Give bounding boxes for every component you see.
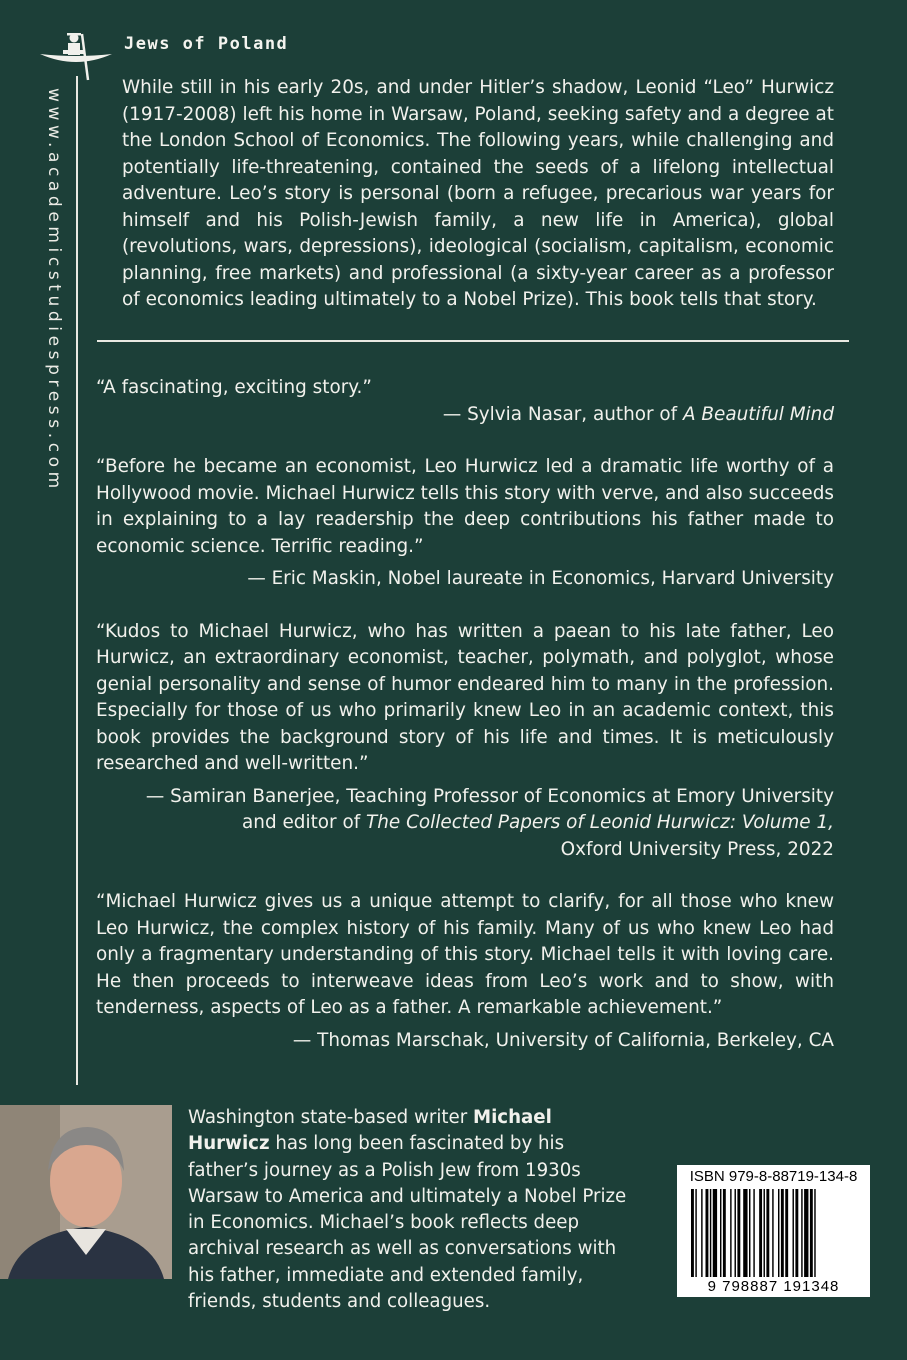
- quote-text: “Kudos to Michael Hurwicz, who has written a paean to his late father, Leo Hurwicz, an extraordinary economist, teacher, polymath, and polyglot, whose genial personality and sense of humor endeared him to many in the profession. Especially for those of us who primarily knew Leo in an academic context, this book provides the background story of his life and times. It is meticulously researched and well-written.”: [96, 620, 834, 774]
- quote-attribution: — Sylvia Nasar, author of A Beautiful Mind: [442, 403, 834, 425]
- endorsement-2: [96, 454, 834, 593]
- endorsement-4: [96, 889, 834, 1054]
- series-title: Jews of Poland: [124, 34, 289, 54]
- boat-logo-icon: [38, 28, 114, 82]
- author-photo: [0, 1105, 172, 1279]
- horizontal-divider: [97, 340, 849, 342]
- publisher-url: www.academicstudiespress.com: [44, 88, 64, 493]
- book-blurb: While still in his early 20s, and under Hitler’s shadow, Leonid “Leo” Hurwicz (1917-2008) left his home in Warsaw, Poland, seeking safety and a degree at the London School of Economics. The following years, while challenging and potentially life-threatening, contained the seeds of a lifelong intellectual adventure. Leo’s story is personal (born a refugee, precarious war years for himself and his Polish-Jewish family, a new life in America), global (revolutions, wars, depressions), ideological (socialism, capitalism, economic planning, free markets) and professional (a sixty-year career as a professor of economics leading ultimately to a Nobel Prize). This book tells that story.: [122, 77, 834, 310]
- author-bio: Washington state-based writer Michael Hurwicz has long been fascinated by his father’s journey as a Polish Jew from 1930s Warsaw to America and ultimately a Nobel Prize in Economics. Michael’s book reflects deep archival research as well as conversations with his father, immediate and extended family, friends, students and colleagues.: [188, 1107, 627, 1313]
- quote-text: “Before he became an economist, Leo Hurwicz led a dramatic life worthy of a Hollywood movie. Michael Hurwicz tells this story with verve, and also succeeds in explaining to a lay readership the deep contributions his father made to economic science. Terrific reading.”: [96, 456, 834, 557]
- book-title: The Collected Papers of Leonid Hurwicz: Volume 1,: [366, 812, 834, 833]
- book-title: A Beautiful Mind: [683, 403, 834, 425]
- quote-text: “Michael Hurwicz gives us a unique attempt to clarify, for all those who knew Leo Hurwicz, the complex history of his family. Many of us who knew Leo had only a fragmentary understanding of this story. Michael tells it with loving care. He then proceeds to interweave ideas from Leo’s work and to show, with tenderness, aspects of Leo as a father. A remarkable achievement.”: [96, 891, 834, 1018]
- quote-attribution: — Eric Maskin, Nobel laureate in Economics, Harvard University: [247, 568, 834, 589]
- vertical-divider: [76, 76, 78, 1085]
- barcode-icon: [691, 1189, 861, 1277]
- isbn-barcode-box: [677, 1165, 870, 1297]
- quote-attribution: — Thomas Marschak, University of California, Berkeley, CA: [292, 1029, 834, 1051]
- quote-text: “A fascinating, exciting story.”: [96, 377, 372, 398]
- quote-attribution: — Samiran Banerjee, Teaching Professor of Economics at Emory University and editor of The Collected Papers of Leonid Hurwicz: Volume 1, Oxford University Press, 2022: [145, 785, 834, 860]
- endorsement-1: [96, 375, 834, 428]
- isbn-digits: 9 798887 191348: [707, 1278, 840, 1295]
- author-name: Michael Hurwicz: [188, 1107, 552, 1155]
- isbn-label: ISBN 979-8-88719-134-8: [689, 1168, 858, 1185]
- endorsements: [96, 375, 834, 1054]
- endorsement-3: [96, 619, 834, 864]
